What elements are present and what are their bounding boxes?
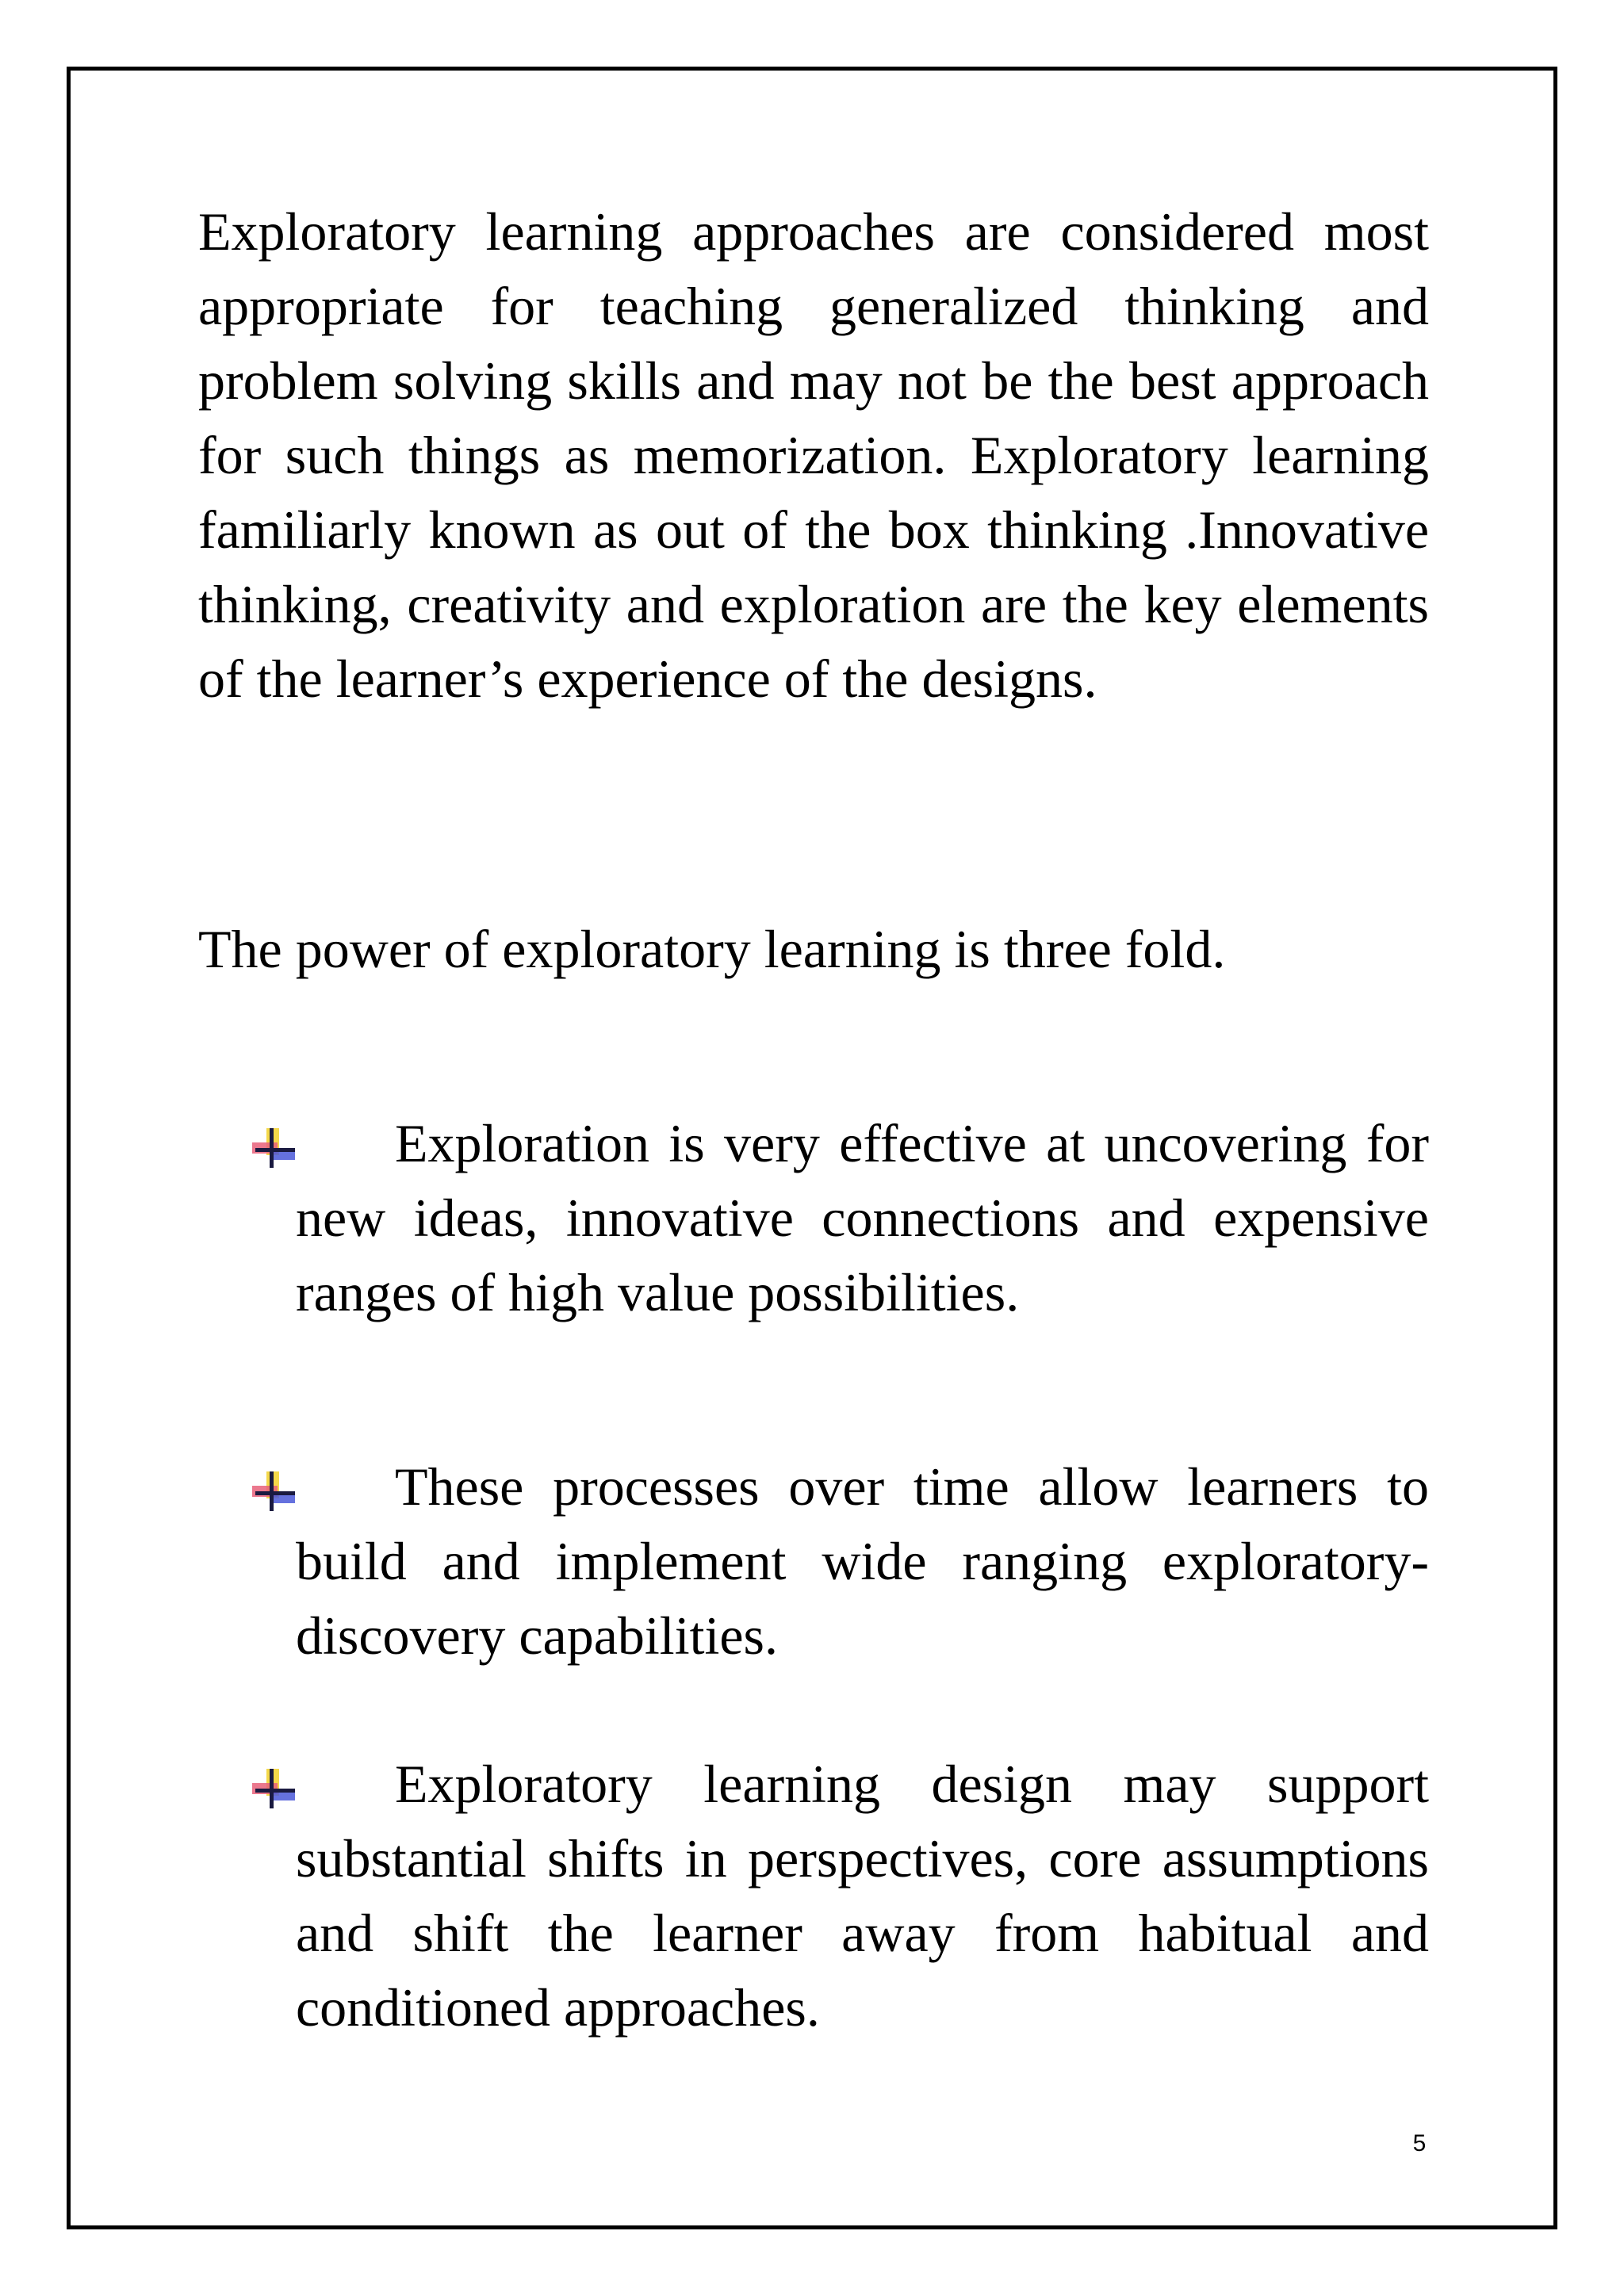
list-item: [198, 1106, 1429, 1330]
bullet-text: These processes over time allow learners to build and implement wide ranging exploratory-discovery capabilities.: [296, 1456, 1429, 1666]
page-number: 5: [1412, 2130, 1427, 2156]
list-item: [198, 1449, 1429, 1673]
intro-paragraph: Exploratory learning approaches are considered most appropriate for teaching generalized thinking and problem solving skills and may not be the best approach for such things as memorization. Exploratory learning familiarly known as out of the box thinking .Innovative thinking, creativity and exploration are the key elements of the learner’s experience of the designs.: [198, 201, 1429, 709]
plus-bullet-icon: [246, 1470, 301, 1514]
list-item: [198, 1747, 1429, 2045]
bullet-text: Exploration is very effective at uncovering for new ideas, innovative connections and expensive ranges of high value possibilities.: [296, 1113, 1429, 1322]
plus-bullet-icon: [246, 1767, 301, 1812]
bullet-text: Exploratory learning design may support substantial shifts in perspectives, core assumptions and shift the learner away from habitual and conditioned approaches.: [296, 1754, 1429, 2038]
power-paragraph: The power of exploratory learning is three fold.: [198, 919, 1226, 979]
plus-bullet-icon: [246, 1127, 301, 1171]
